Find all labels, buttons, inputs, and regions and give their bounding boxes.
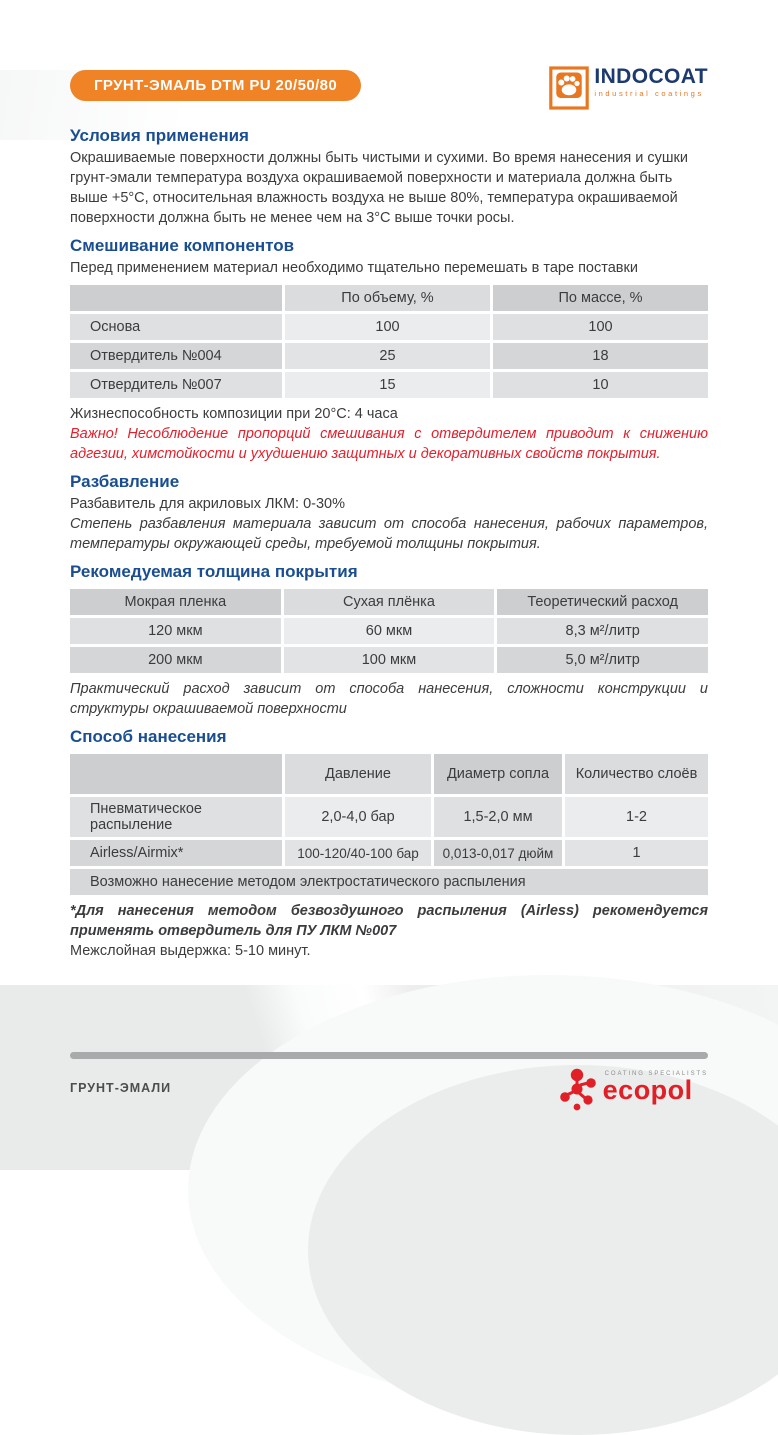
product-badge: ГРУНТ-ЭМАЛЬ DTM PU 20/50/80	[70, 70, 361, 101]
footer-category: ГРУНТ-ЭМАЛИ	[70, 1081, 172, 1095]
table-cell: 2,0-4,0 бар	[285, 797, 431, 837]
ecopol-logo	[558, 1067, 708, 1113]
table-cell: Основа	[70, 314, 282, 340]
table-header-cell: Сухая плёнка	[284, 589, 495, 615]
table-header-cell: Диаметр сопла	[434, 754, 562, 794]
mixing-intro: Перед применением материал необходимо тщательно перемешать в таре поставки	[70, 260, 638, 276]
table-cell: Отвердитель №007	[70, 372, 282, 398]
table-header-cell	[70, 754, 282, 794]
thickness-note: Практический расход зависит от способа нанесения, сложности конструкции и структуры окрашиваемой поверхности	[70, 681, 708, 717]
table-cell: 25	[285, 343, 490, 369]
table-header-cell: Давление	[285, 754, 431, 794]
table-header-cell: По объему, %	[285, 285, 490, 311]
table-cell: 100	[285, 314, 490, 340]
thickness-table	[70, 589, 708, 673]
footer-divider	[70, 1052, 708, 1059]
ecopol-tagline: COATING SPECIALISTS	[604, 1071, 708, 1077]
table-header-cell: По массе, %	[493, 285, 708, 311]
dilution-note: Степень разбавления материала зависит от способа нанесения, рабочих параметров, температуры окружающей среды, требуемой толщины покрытия.	[70, 516, 708, 552]
conditions-body: Окрашиваемые поверхности должны быть чистыми и сухими. Во время нанесения и сушки грунт-эмали температура воздуха окрашиваемой поверхности и материала должна быть выше +5°С, относительная влажность воздуха не выше 80%, температура окрашиваемой поверхности должна быть не менее чем на 3°С выше точки росы.	[70, 150, 688, 226]
section-title-dilution: Разбавление	[70, 472, 180, 491]
indocoat-logo	[549, 66, 708, 110]
table-footer-row: Возможно нанесение методом электростатического распыления	[70, 869, 708, 895]
table-header-cell: Количество слоёв	[565, 754, 708, 794]
table-cell: Пневматическое распыление	[70, 797, 282, 837]
section-title-mixing: Смешивание компонентов	[70, 236, 295, 255]
dilution-line: Разбавитель для акриловых ЛКМ: 0-30%	[70, 496, 345, 512]
section-title-thickness: Рекомедуемая толщина покрытия	[70, 562, 358, 581]
pot-life-line: Жизнеспособность композиции при 20°С: 4 часа	[70, 406, 398, 422]
section-title-application: Способ нанесения	[70, 727, 227, 746]
page-header	[70, 65, 708, 110]
table-cell: 100 мкм	[284, 647, 495, 673]
table-cell: 100	[493, 314, 708, 340]
page-content	[0, 65, 778, 961]
airless-footnote: *Для нанесения методом безвоздушного распыления (Airless) рекомендуется применять отвердитель для ПУ ЛКМ №007	[70, 903, 708, 939]
mixing-table	[70, 285, 708, 398]
table-cell: 15	[285, 372, 490, 398]
paint-splat-icon	[558, 1067, 598, 1113]
table-cell: 5,0 м²/литр	[497, 647, 708, 673]
table-cell: 10	[493, 372, 708, 398]
table-cell: 0,013-0,017 дюйм	[434, 840, 562, 866]
table-cell: 120 мкм	[70, 618, 281, 644]
table-cell: 1,5-2,0 мм	[434, 797, 562, 837]
paw-icon	[549, 66, 589, 110]
table-cell: 100-120/40-100 бар	[285, 840, 431, 866]
table-header-cell: Мокрая пленка	[70, 589, 281, 615]
table-cell: 60 мкм	[284, 618, 495, 644]
section-title-conditions: Условия применения	[70, 126, 249, 145]
table-cell: 18	[493, 343, 708, 369]
mixing-warning: Важно! Несоблюдение пропорций смешивания с отвердителем приводит к снижению адгезии, химстойкости и ухудшению защитных и декоративных свойств покрытия.	[70, 426, 708, 462]
brand-name: INDOCOAT	[594, 65, 708, 88]
table-cell: 200 мкм	[70, 647, 281, 673]
page-footer	[70, 1052, 708, 1113]
table-cell: 1-2	[565, 797, 708, 837]
table-cell: 8,3 м²/литр	[497, 618, 708, 644]
interlayer-line: Межслойная выдержка: 5-10 минут.	[70, 943, 311, 959]
table-header-cell: Теоретический расход	[497, 589, 708, 615]
table-cell: Airless/Airmix*	[70, 840, 282, 866]
table-cell: Отвердитель №004	[70, 343, 282, 369]
table-header-cell	[70, 285, 282, 311]
ecopol-wordmark: ecopol	[602, 1075, 693, 1105]
table-cell: 1	[565, 840, 708, 866]
application-table	[70, 754, 708, 895]
brand-tagline: industrial coatings	[594, 89, 704, 98]
